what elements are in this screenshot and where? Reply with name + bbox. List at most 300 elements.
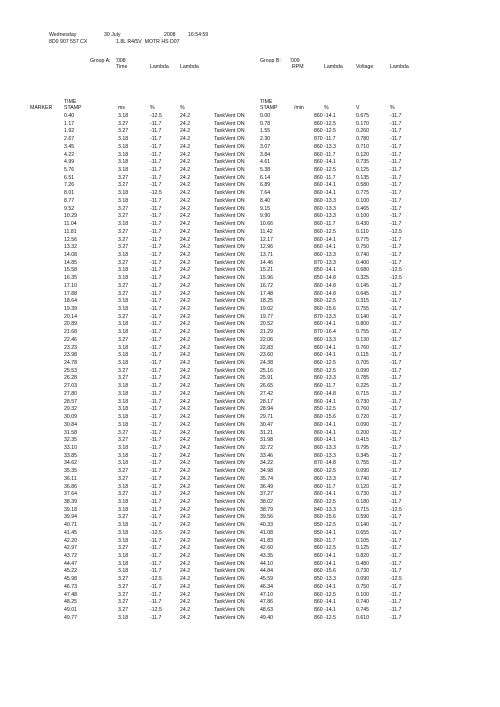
unit-volt: V: [356, 105, 360, 111]
cell-time-stamp-b: 47.86: [260, 599, 273, 606]
table-row: [0, 221, 500, 228]
cell-lambda-1: -11.7: [150, 499, 162, 505]
cell-time-stamp-b: 29.71: [260, 414, 273, 421]
cell-status: TankVent ON: [214, 576, 245, 583]
cell-lambda-1: -11.7: [150, 128, 162, 135]
cell-status: TankVent ON: [214, 452, 245, 459]
cell-lambda-b: -11.7: [390, 143, 402, 150]
cell-status: TankVent ON: [214, 251, 245, 258]
table-row: [0, 468, 500, 475]
cell-time-stamp-a: 39.18: [64, 506, 77, 513]
cell-status: TankVent ON: [214, 398, 245, 405]
cell-lambda-1: -11.7: [150, 205, 162, 212]
cell-lambda-2: 24.2: [180, 468, 191, 475]
cell-time-stamp-a: 35.35: [64, 468, 77, 475]
cell-status: TankVent ON: [214, 553, 245, 560]
cell-voltage: 0.715: [356, 506, 369, 513]
cell-time-stamp-b: 22.06: [260, 336, 273, 343]
table-row: [0, 584, 500, 591]
cell-lambda-b: -11.7: [390, 545, 402, 552]
table-row: [0, 445, 500, 452]
cell-time-stamp-b: 30.47: [260, 421, 273, 428]
header-engine: 1.8L R4/5V MOTR HS D07: [116, 39, 180, 45]
cell-lambda-b: -11.7: [390, 522, 402, 529]
cell-time-stamp-a: 9.52: [64, 205, 75, 212]
cell-voltage: 0.745: [356, 607, 369, 614]
cell-voltage: 0.750: [356, 583, 369, 590]
cell-time-stamp-a: 43.72: [64, 553, 77, 560]
cell-lambda-1: -11.7: [150, 599, 162, 606]
cell-rpm-lambda: 860 -13.3: [314, 143, 336, 150]
cell-time-stamp-a: 29.32: [64, 406, 77, 413]
cell-time-stamp-b: 32.72: [260, 444, 273, 451]
cell-time-stamp-b: 10.66: [260, 221, 273, 228]
cell-lambda-2: 24.2: [180, 321, 191, 328]
cell-lambda-1: -11.7: [150, 483, 162, 490]
group-a-label: Group A:: [90, 58, 111, 64]
cell-rpm-lambda: 860 -11.7: [314, 174, 336, 181]
cell-time-ms: 3.18: [118, 159, 129, 166]
cell-lambda-b: -11.7: [390, 437, 402, 444]
cell-time-stamp-b: 8.40: [260, 197, 271, 204]
table-row: [0, 545, 500, 552]
cell-status: TankVent ON: [214, 236, 245, 243]
cell-lambda-b: -11.7: [390, 367, 402, 374]
cell-lambda-b: -11.7: [390, 491, 402, 498]
cell-lambda-2: 24.2: [180, 506, 191, 513]
cell-voltage: 0.180: [356, 499, 369, 505]
cell-time-ms: 3.27: [118, 599, 129, 606]
cell-time-stamp-a: 4.22: [64, 151, 75, 158]
cell-time-stamp-a: 24.78: [64, 360, 77, 367]
cell-time-stamp-a: 17.10: [64, 282, 77, 289]
cell-lambda-b: -12.5: [390, 506, 402, 513]
cell-time-ms: 3.27: [118, 545, 129, 552]
table-row: [0, 182, 500, 189]
cell-lambda-2: 24.2: [180, 251, 191, 258]
cell-voltage: 0.225: [356, 383, 369, 390]
cell-lambda-2: 24.2: [180, 113, 191, 119]
cell-lambda-b: -11.7: [390, 499, 402, 505]
cell-lambda-1: -11.7: [150, 221, 162, 228]
cell-voltage: 0.720: [356, 414, 369, 421]
cell-time-stamp-b: 35.74: [260, 475, 273, 482]
table-row: [0, 491, 500, 498]
cell-time-ms: 3.18: [118, 460, 129, 467]
cell-time-stamp-a: 19.39: [64, 306, 77, 312]
cell-time-ms: 3.27: [118, 475, 129, 482]
cell-lambda-2: 24.2: [180, 545, 191, 552]
cell-time-stamp-b: 12.96: [260, 244, 273, 251]
cell-voltage: 0.345: [356, 452, 369, 459]
table-row: [0, 136, 500, 143]
cell-time-stamp-a: 49.01: [64, 607, 77, 614]
cell-time-stamp-b: 6.89: [260, 182, 271, 189]
cell-time-stamp-a: 8.77: [64, 197, 75, 204]
table-row: [0, 368, 500, 375]
cell-lambda-b: -11.7: [390, 120, 402, 127]
cell-time-stamp-a: 8.01: [64, 190, 75, 197]
cell-time-ms: 3.27: [118, 282, 129, 289]
cell-lambda-1: -11.7: [150, 244, 162, 251]
cell-status: TankVent ON: [214, 182, 245, 189]
cell-lambda-1: -11.7: [150, 491, 162, 498]
cell-rpm-lambda: 860 -11.7: [314, 537, 336, 544]
cell-voltage: 0.140: [356, 522, 369, 529]
cell-time-stamp-b: 11.42: [260, 228, 273, 235]
cell-lambda-2: 24.2: [180, 282, 191, 289]
cell-rpm-lambda: 850 -13.3: [314, 576, 336, 583]
cell-rpm-lambda: 860 -14.8: [314, 290, 336, 297]
group-b-col-lambda2: Lambda: [390, 64, 409, 70]
cell-time-stamp-b: 44.84: [260, 568, 273, 575]
table-row: [0, 538, 500, 545]
table-row: [0, 553, 500, 560]
cell-time-stamp-b: 20.52: [260, 321, 273, 328]
cell-rpm-lambda: 860 -14.1: [314, 421, 336, 428]
cell-time-ms: 3.18: [118, 506, 129, 513]
cell-voltage: 0.755: [356, 329, 369, 336]
cell-time-stamp-a: 23.23: [64, 344, 77, 351]
cell-time-ms: 3.18: [118, 553, 129, 560]
cell-status: TankVent ON: [214, 205, 245, 212]
cell-status: TankVent ON: [214, 282, 245, 289]
cell-lambda-2: 24.2: [180, 383, 191, 390]
cell-time-stamp-a: 1.92: [64, 128, 75, 135]
cell-lambda-1: -11.7: [150, 398, 162, 405]
cell-lambda-1: -11.7: [150, 143, 162, 150]
cell-time-ms: 3.27: [118, 437, 129, 444]
cell-time-ms: 3.18: [118, 537, 129, 544]
cell-time-stamp-a: 48.25: [64, 599, 77, 606]
cell-lambda-b: -11.7: [390, 259, 402, 266]
cell-lambda-b: -11.7: [390, 475, 402, 482]
table-row: [0, 113, 500, 120]
unit-pct-4: %: [390, 105, 395, 111]
cell-time-ms: 3.27: [118, 591, 129, 598]
cell-lambda-1: -12.5: [150, 190, 162, 197]
cell-lambda-2: 24.2: [180, 143, 191, 150]
cell-lambda-b: -11.7: [390, 514, 402, 521]
cell-status: TankVent ON: [214, 228, 245, 235]
cell-lambda-b: -11.7: [390, 414, 402, 421]
cell-time-stamp-a: 21.68: [64, 329, 77, 336]
cell-time-ms: 3.18: [118, 329, 129, 336]
cell-lambda-1: -12.5: [150, 113, 162, 119]
table-row: [0, 430, 500, 437]
cell-lambda-1: -11.7: [150, 406, 162, 413]
cell-time-stamp-b: 41.08: [260, 529, 273, 536]
cell-time-stamp-b: 40.33: [260, 522, 273, 529]
cell-rpm-lambda: 850 -12.5: [314, 522, 336, 529]
cell-lambda-1: -11.7: [150, 375, 162, 382]
group-b-col-voltage: Voltage: [356, 64, 374, 70]
cell-time-stamp-b: 48.63: [260, 607, 273, 614]
cell-status: TankVent ON: [214, 120, 245, 127]
cell-status: TankVent ON: [214, 414, 245, 421]
cell-lambda-1: -11.7: [150, 197, 162, 204]
cell-time-ms: 3.18: [118, 221, 129, 228]
cell-rpm-lambda: 860 -13.3: [314, 452, 336, 459]
cell-rpm-lambda: 860 -11.7: [314, 383, 336, 390]
stamp-label-a: STAMP: [64, 105, 82, 111]
cell-time-stamp-a: 25.53: [64, 367, 77, 374]
table-row: [0, 576, 500, 583]
cell-time-stamp-a: 12.56: [64, 236, 77, 243]
cell-time-ms: 3.27: [118, 583, 129, 590]
cell-rpm-lambda: 860 -12.5: [314, 468, 336, 475]
cell-time-stamp-b: 31.21: [260, 429, 273, 436]
cell-time-ms: 3.27: [118, 174, 129, 181]
cell-time-stamp-a: 33.85: [64, 452, 77, 459]
cell-status: TankVent ON: [214, 213, 245, 220]
cell-rpm-lambda: 870 -13.3: [314, 259, 336, 266]
cell-lambda-1: -11.7: [150, 182, 162, 189]
cell-lambda-1: -11.7: [150, 591, 162, 598]
cell-rpm-lambda: 860 -14.8: [314, 282, 336, 289]
table-row: [0, 306, 500, 313]
table-row: [0, 314, 500, 321]
cell-status: TankVent ON: [214, 128, 245, 135]
cell-rpm-lambda: 860 -14.1: [314, 190, 336, 197]
cell-time-ms: 3.18: [118, 406, 129, 413]
cell-lambda-2: 24.2: [180, 522, 191, 529]
cell-lambda-2: 24.2: [180, 514, 191, 521]
unit-ms: ms: [118, 105, 125, 111]
cell-lambda-2: 24.2: [180, 375, 191, 382]
cell-lambda-b: -11.7: [390, 452, 402, 459]
cell-rpm-lambda: 870 -14.8: [314, 460, 336, 467]
cell-status: TankVent ON: [214, 560, 245, 567]
cell-time-stamp-b: 24.38: [260, 360, 273, 367]
cell-time-ms: 3.18: [118, 529, 129, 536]
cell-lambda-b: -11.7: [390, 553, 402, 560]
cell-time-stamp-b: 16.72: [260, 282, 273, 289]
table-row: [0, 460, 500, 467]
time-label-a: TIME: [64, 99, 77, 105]
cell-rpm-lambda: 860 -15.6: [314, 414, 336, 421]
cell-lambda-1: -11.7: [150, 614, 162, 621]
cell-lambda-b: -11.7: [390, 321, 402, 328]
cell-status: TankVent ON: [214, 390, 245, 397]
cell-time-stamp-b: 21.29: [260, 329, 273, 336]
cell-status: TankVent ON: [214, 607, 245, 614]
cell-voltage: 0.655: [356, 529, 369, 536]
cell-time-stamp-a: 27.03: [64, 383, 77, 390]
cell-lambda-2: 24.2: [180, 390, 191, 397]
cell-time-stamp-a: 18.64: [64, 298, 77, 305]
cell-rpm-lambda: 860 -14.8: [314, 390, 336, 397]
cell-lambda-b: -11.7: [390, 352, 402, 359]
table-row: [0, 159, 500, 166]
cell-lambda-b: -11.7: [390, 306, 402, 312]
table-row: [0, 252, 500, 259]
cell-time-stamp-b: 41.83: [260, 537, 273, 544]
cell-time-stamp-b: 3.84: [260, 151, 271, 158]
cell-rpm-lambda: 860 -14.1: [314, 182, 336, 189]
cell-lambda-b: -11.7: [390, 560, 402, 567]
cell-time-stamp-a: 46.73: [64, 583, 77, 590]
cell-voltage: 0.785: [356, 375, 369, 382]
cell-voltage: 0.820: [356, 553, 369, 560]
cell-time-ms: 3.27: [118, 576, 129, 583]
cell-status: TankVent ON: [214, 421, 245, 428]
cell-time-stamp-b: 46.34: [260, 583, 273, 590]
cell-status: TankVent ON: [214, 383, 245, 390]
cell-time-stamp-b: 36.49: [260, 483, 273, 490]
cell-time-stamp-a: 4.99: [64, 159, 75, 166]
cell-voltage: 0.465: [356, 205, 369, 212]
cell-time-stamp-a: 27.80: [64, 390, 77, 397]
cell-status: TankVent ON: [214, 514, 245, 521]
cell-time-stamp-a: 33.10: [64, 444, 77, 451]
cell-lambda-2: 24.2: [180, 159, 191, 166]
cell-lambda-1: -11.7: [150, 568, 162, 575]
cell-rpm-lambda: 860 -12.5: [314, 545, 336, 552]
cell-lambda-2: 24.2: [180, 614, 191, 621]
cell-time-stamp-a: 11.81: [64, 228, 77, 235]
cell-voltage: 0.705: [356, 360, 369, 367]
cell-lambda-1: -11.7: [150, 522, 162, 529]
cell-rpm-lambda: 850 -12.5: [314, 406, 336, 413]
cell-voltage: 0.740: [356, 251, 369, 258]
cell-time-ms: 3.18: [118, 614, 129, 621]
cell-lambda-1: -11.7: [150, 468, 162, 475]
cell-time-stamp-a: 42.20: [64, 537, 77, 544]
cell-lambda-b: -11.7: [390, 468, 402, 475]
cell-time-stamp-b: 43.35: [260, 553, 273, 560]
cell-voltage: 0.135: [356, 174, 369, 181]
cell-time-ms: 3.18: [118, 568, 129, 575]
cell-time-stamp-a: 49.77: [64, 614, 77, 621]
cell-lambda-1: -11.7: [150, 228, 162, 235]
cell-lambda-2: 24.2: [180, 491, 191, 498]
cell-time-stamp-b: 44.10: [260, 560, 273, 567]
cell-voltage: 0.740: [356, 475, 369, 482]
cell-status: TankVent ON: [214, 259, 245, 266]
cell-time-ms: 3.18: [118, 352, 129, 359]
cell-rpm-lambda: 850 -14.1: [314, 267, 336, 274]
cell-lambda-1: -11.7: [150, 352, 162, 359]
stamp-label-b: STAMP: [260, 105, 278, 111]
cell-lambda-1: -11.7: [150, 421, 162, 428]
cell-lambda-b: -11.7: [390, 421, 402, 428]
cell-rpm-lambda: 860 -12.5: [314, 298, 336, 305]
cell-time-stamp-b: 0.00: [260, 113, 271, 119]
cell-time-ms: 3.18: [118, 113, 129, 119]
cell-rpm-lambda: 850 -14.1: [314, 529, 336, 536]
cell-lambda-1: -11.7: [150, 444, 162, 451]
table-row: [0, 437, 500, 444]
cell-time-stamp-a: 22.46: [64, 336, 77, 343]
cell-time-stamp-b: 7.64: [260, 190, 271, 197]
cell-rpm-lambda: 860 -13.3: [314, 375, 336, 382]
cell-status: TankVent ON: [214, 475, 245, 482]
cell-lambda-2: 24.2: [180, 444, 191, 451]
cell-lambda-2: 24.2: [180, 298, 191, 305]
cell-lambda-2: 24.2: [180, 499, 191, 505]
cell-rpm-lambda: 860 -11.7: [314, 151, 336, 158]
cell-lambda-2: 24.2: [180, 167, 191, 174]
cell-rpm-lambda: 860 -12.5: [314, 167, 336, 174]
cell-voltage: 0.100: [356, 197, 369, 204]
cell-time-stamp-b: 38.79: [260, 506, 273, 513]
table-row: [0, 607, 500, 614]
cell-status: TankVent ON: [214, 522, 245, 529]
cell-voltage: 0.755: [356, 306, 369, 312]
cell-lambda-1: -12.5: [150, 576, 162, 583]
cell-status: TankVent ON: [214, 113, 245, 119]
cell-lambda-2: 24.2: [180, 306, 191, 312]
cell-time-ms: 3.27: [118, 120, 129, 127]
cell-lambda-b: -11.7: [390, 313, 402, 320]
cell-time-ms: 3.18: [118, 560, 129, 567]
cell-status: TankVent ON: [214, 298, 245, 305]
cell-rpm-lambda: 860 -15.6: [314, 568, 336, 575]
cell-lambda-2: 24.2: [180, 236, 191, 243]
cell-lambda-2: 24.2: [180, 553, 191, 560]
table-row: [0, 128, 500, 135]
cell-time-stamp-b: 0.78: [260, 120, 271, 127]
cell-status: TankVent ON: [214, 460, 245, 467]
cell-lambda-b: -11.7: [390, 174, 402, 181]
cell-time-ms: 3.18: [118, 390, 129, 397]
cell-lambda-1: -11.7: [150, 367, 162, 374]
cell-rpm-lambda: 860 -14.1: [314, 607, 336, 614]
table-row: [0, 237, 500, 244]
table-row: [0, 414, 500, 421]
cell-lambda-2: 24.2: [180, 460, 191, 467]
cell-time-ms: 3.18: [118, 267, 129, 274]
cell-rpm-lambda: 860 -13.3: [314, 336, 336, 343]
table-row: [0, 329, 500, 336]
cell-status: TankVent ON: [214, 306, 245, 312]
cell-lambda-b: -11.7: [390, 336, 402, 343]
cell-rpm-lambda: 860 -14.1: [314, 321, 336, 328]
table-row: [0, 229, 500, 236]
cell-time-ms: 3.18: [118, 414, 129, 421]
cell-time-stamp-b: 5.38: [260, 167, 271, 174]
cell-lambda-b: -11.7: [390, 583, 402, 590]
cell-voltage: 0.760: [356, 406, 369, 413]
cell-voltage: 0.740: [356, 599, 369, 606]
cell-time-ms: 3.18: [118, 522, 129, 529]
cell-voltage: 0.590: [356, 514, 369, 521]
cell-lambda-1: -11.7: [150, 213, 162, 220]
cell-lambda-2: 24.2: [180, 213, 191, 220]
cell-time-ms: 3.18: [118, 298, 129, 305]
group-a-code: '008: [116, 58, 126, 64]
cell-time-stamp-a: 39.94: [64, 514, 77, 521]
cell-time-stamp-b: 26.65: [260, 383, 273, 390]
cell-lambda-2: 24.2: [180, 205, 191, 212]
cell-time-stamp-b: 28.94: [260, 406, 273, 413]
cell-status: TankVent ON: [214, 583, 245, 590]
cell-time-stamp-b: 18.25: [260, 298, 273, 305]
cell-lambda-b: -11.7: [390, 182, 402, 189]
cell-time-ms: 3.27: [118, 182, 129, 189]
cell-lambda-2: 24.2: [180, 591, 191, 598]
cell-voltage: 0.675: [356, 113, 369, 119]
cell-status: TankVent ON: [214, 429, 245, 436]
cell-voltage: 0.730: [356, 398, 369, 405]
cell-voltage: 0.715: [356, 390, 369, 397]
cell-lambda-1: -11.7: [150, 506, 162, 513]
cell-status: TankVent ON: [214, 143, 245, 150]
cell-time-stamp-a: 37.64: [64, 491, 77, 498]
cell-status: TankVent ON: [214, 197, 245, 204]
cell-time-ms: 3.27: [118, 236, 129, 243]
